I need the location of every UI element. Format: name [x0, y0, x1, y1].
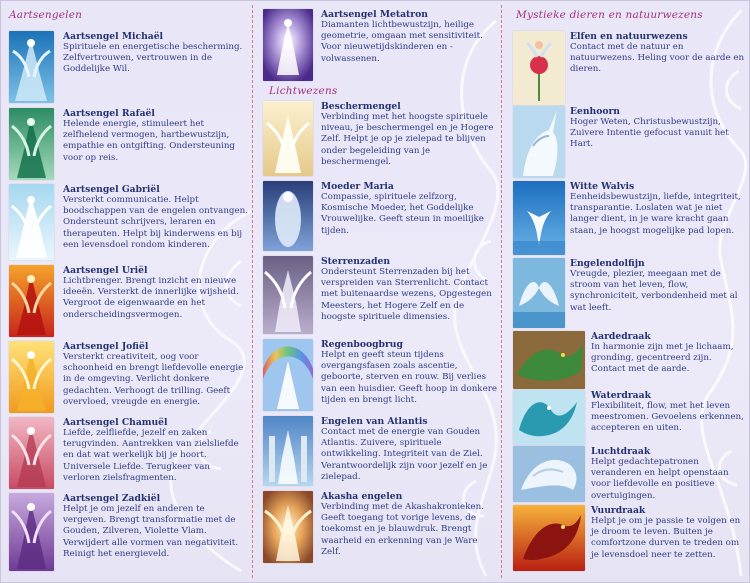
- entry-luchtdraak: [513, 446, 747, 502]
- entry-sterrenzaden: [263, 256, 499, 334]
- entry-text: Contact met de energie van Gouden Atlantis. Zuivere, spirituele ontwikkeling. Integriteit van de Ziel. Verantwoordelijk zijn voor jezelf en je zielepad.: [321, 427, 488, 482]
- section-heading-aartsengelen: Aartsengelen: [9, 9, 83, 21]
- entry-regenboogbrug: [263, 339, 499, 411]
- entry-text: Spirituele en energetische bescherming. Zelfvertrouwen, vertrouwen in de Goddelijke Wil.: [63, 42, 243, 75]
- entry-atlantis: [263, 416, 499, 486]
- entry-engelendolfijn: [513, 258, 747, 328]
- starseed-image: [263, 256, 313, 334]
- unicorn-image: [513, 106, 565, 178]
- entry-title: Regenboogbrug: [321, 339, 403, 350]
- fire-dragon-image: [513, 505, 585, 571]
- entry-text: Versterkt creativiteit, oog voor schoonheid en brengt liefdevolle energie in de omgeving. Verlicht donkere gedachten. Verhoogt de trilling. Geeft overvloed, vreugde en energie.: [63, 352, 244, 407]
- entry-text: Hoger Weten, Christusbewustzijn, Zuivere Intentie gefocust vanuit het Hart.: [570, 117, 729, 150]
- section-heading-lichtwezens: Lichtwezens: [269, 85, 338, 97]
- blue-angel-image: [9, 31, 54, 103]
- entry-text: In harmonie zijn met je lichaam, gronding, gecentreerd zijn. Contact met de aarde.: [591, 342, 734, 375]
- entry-elfen: [513, 31, 747, 105]
- green-angel-image: [9, 108, 54, 180]
- entry-title: Sterrenzaden: [321, 256, 391, 267]
- pink-angel-image: [9, 417, 54, 489]
- entry-title: Luchtdraak: [591, 446, 651, 457]
- entry-jofiel: [9, 341, 249, 413]
- entry-gabriel: [9, 184, 249, 260]
- entry-uriel: [9, 265, 249, 337]
- entry-title: Aardedraak: [591, 331, 651, 342]
- entry-title: Beschermengel: [321, 101, 401, 112]
- entry-text: Liefde, zelfliefde, jezelf en zaken terugvinden. Aantrekken van zielsliefde en dat wat werkelijk bij je hoort. Universele Liefde. Terugkeer van verloren zielsfragmenten.: [63, 428, 239, 483]
- rainbow-bridge-image: [263, 339, 313, 411]
- column-lichtwezens: [253, 1, 501, 582]
- entry-text: Helpt je om jezelf en anderen te vergeven. Brengt transformatie met de Gouden, Zilveren, Violette Vlam. Verwijdert alle vormen van negativiteit. Reinigt het energieveld.: [63, 504, 238, 559]
- white-angel-image: [9, 184, 54, 260]
- dolphin-image: [513, 258, 565, 328]
- entry-title: Aartsengel Chamuël: [63, 417, 168, 428]
- mother-mary-image: [263, 181, 313, 251]
- entry-title: Engelen van Atlantis: [321, 416, 428, 427]
- earth-dragon-image: [513, 331, 585, 389]
- entry-text: Contact met de natuur en natuurwezens. Heling voor de aarde en dieren.: [570, 42, 745, 75]
- entry-text: Helende energie, stimuleert het zelfhelend vermogen, hartbewustzijn, empathie en ontgifting. Ondersteuning voor op reis.: [63, 119, 235, 163]
- entry-text: Lichtbrenger. Brengt inzicht en nieuwe ideeën. Versterkt de innerlijke wijsheid. Vergroot de eigenwaarde en het onderscheidingsvermogen.: [63, 276, 239, 320]
- water-dragon-image: [513, 390, 585, 445]
- entry-text: Eenheidsbewustzijn, liefde, integriteit, transparantie. Loslaten wat je niet langer dient, in je ware kracht gaan staan, je hoogst mogelijke pad lopen.: [570, 192, 741, 236]
- metatron-image: [263, 9, 313, 81]
- entry-text: Flexibiliteit, flow, met het leven meestromen. Gevoelens erkennen, accepteren en uiten.: [591, 401, 744, 434]
- whale-image: [513, 181, 565, 255]
- entry-title: Waterdraak: [591, 390, 651, 401]
- entry-zadkiel: [9, 493, 249, 571]
- entry-metatron: [263, 9, 499, 81]
- entry-text: Verbinding met de Akashakronieken. Geeft toegang tot vorige levens, de toekomst en je blauwdruk. Brengt waarheid en erkenning van je Ware Zelf.: [321, 502, 484, 557]
- red-angel-image: [9, 265, 54, 337]
- violet-angel-image: [9, 493, 54, 571]
- entry-title: Engelendolfijn: [570, 258, 645, 269]
- entry-text: Compassie, spirituele zelfzorg, Kosmische Moeder, het Goddelijke Vrouwelijke. Geeft steun in moeilijke tijden.: [321, 192, 484, 236]
- entry-title: Vuurdraak: [591, 505, 646, 516]
- entry-title: Aartsengel Uriël: [63, 265, 148, 276]
- fairy-image: [513, 31, 565, 105]
- entry-chamuel: [9, 417, 249, 489]
- entry-title: Aartsengel Metatron: [321, 9, 428, 20]
- guardian-angel-image: [263, 101, 313, 176]
- entry-moeder-maria: [263, 181, 499, 251]
- entry-michael: [9, 31, 249, 103]
- entry-text: Helpt je om je passie te volgen en je droom te leven. Buiten je comfortzone durven te treden om je levensdoel neer te zetten.: [591, 516, 741, 560]
- column-aartsengelen: [1, 1, 252, 582]
- entry-vuurdraak: [513, 505, 747, 571]
- entry-title: Aartsengel Zadkiël: [63, 493, 161, 504]
- column-mystieke-dieren: [502, 1, 749, 582]
- entry-title: Aartsengel Jofiël: [63, 341, 149, 352]
- entry-text: Ondersteunt Sterrenzaden bij het verspreiden van Sterrenlicht. Contact met buitenaardse wezens, Opgestegen Meesters, het Hogere Zelf en de hoogste spirituele dimensies.: [321, 267, 492, 322]
- entry-title: Elfen en natuurwezens: [570, 31, 688, 42]
- atlantis-image: [263, 416, 313, 486]
- entry-title: Witte Walvis: [570, 181, 635, 192]
- entry-waterdraak: [513, 390, 747, 445]
- entry-title: Aartsengel Rafaël: [63, 108, 155, 119]
- section-heading-mystieke: Mystieke dieren en natuurwezens: [516, 9, 703, 21]
- entry-title: Moeder Maria: [321, 181, 394, 192]
- entry-beschermengel: [263, 101, 499, 176]
- entry-akasha: [263, 491, 499, 563]
- entry-title: Eenhoorn: [570, 106, 620, 117]
- yellow-angel-image: [9, 341, 54, 413]
- entry-title: Aartsengel Michaël: [63, 31, 164, 42]
- entry-title: Akasha engelen: [321, 491, 403, 502]
- air-dragon-image: [513, 446, 585, 502]
- entry-text: Vreugde, plezier, meegaan met de stroom van het leven, flow, synchroniciteit, verbondenheid met al wat leeft.: [570, 269, 738, 313]
- akasha-image: [263, 491, 313, 563]
- entry-witte-walvis: [513, 181, 747, 255]
- entry-text: Helpt en geeft steun tijdens overgangsfasen zoals ascentie, geboorte, sterven en rouw. Bij verlies van een huisdier. Geeft hoop in donkere tijden en brengt licht.: [321, 350, 498, 405]
- entry-rafael: [9, 108, 249, 180]
- entry-text: Helpt gedachtepatronen veranderen en helpt openstaan voor liefdevolle en positieve overtuigingen.: [591, 457, 729, 501]
- entry-text: Verbinding met het hoogste spirituele niveau, je beschermengel en je Hogere Zelf. Helpt je op je zielepad te blijven onder begeleiding van je beschermengel.: [321, 112, 494, 167]
- entry-aardedraak: [513, 331, 747, 389]
- entry-title: Aartsengel Gabriël: [63, 184, 160, 195]
- entry-text: Versterkt communicatie. Helpt boodschappen van de engelen ontvangen. Ondersteunt schrijvers, leraren en therapeuten. Helpt bij kinderwens en bij een levensdoel rondom kinderen.: [63, 195, 248, 250]
- entry-text: Diamanten lichtbewustzijn, heilige geometrie, omgaan met sensitiviteit. Voor nieuwetijdskinderen en -volwassenen.: [321, 20, 483, 64]
- entry-eenhoorn: [513, 106, 747, 178]
